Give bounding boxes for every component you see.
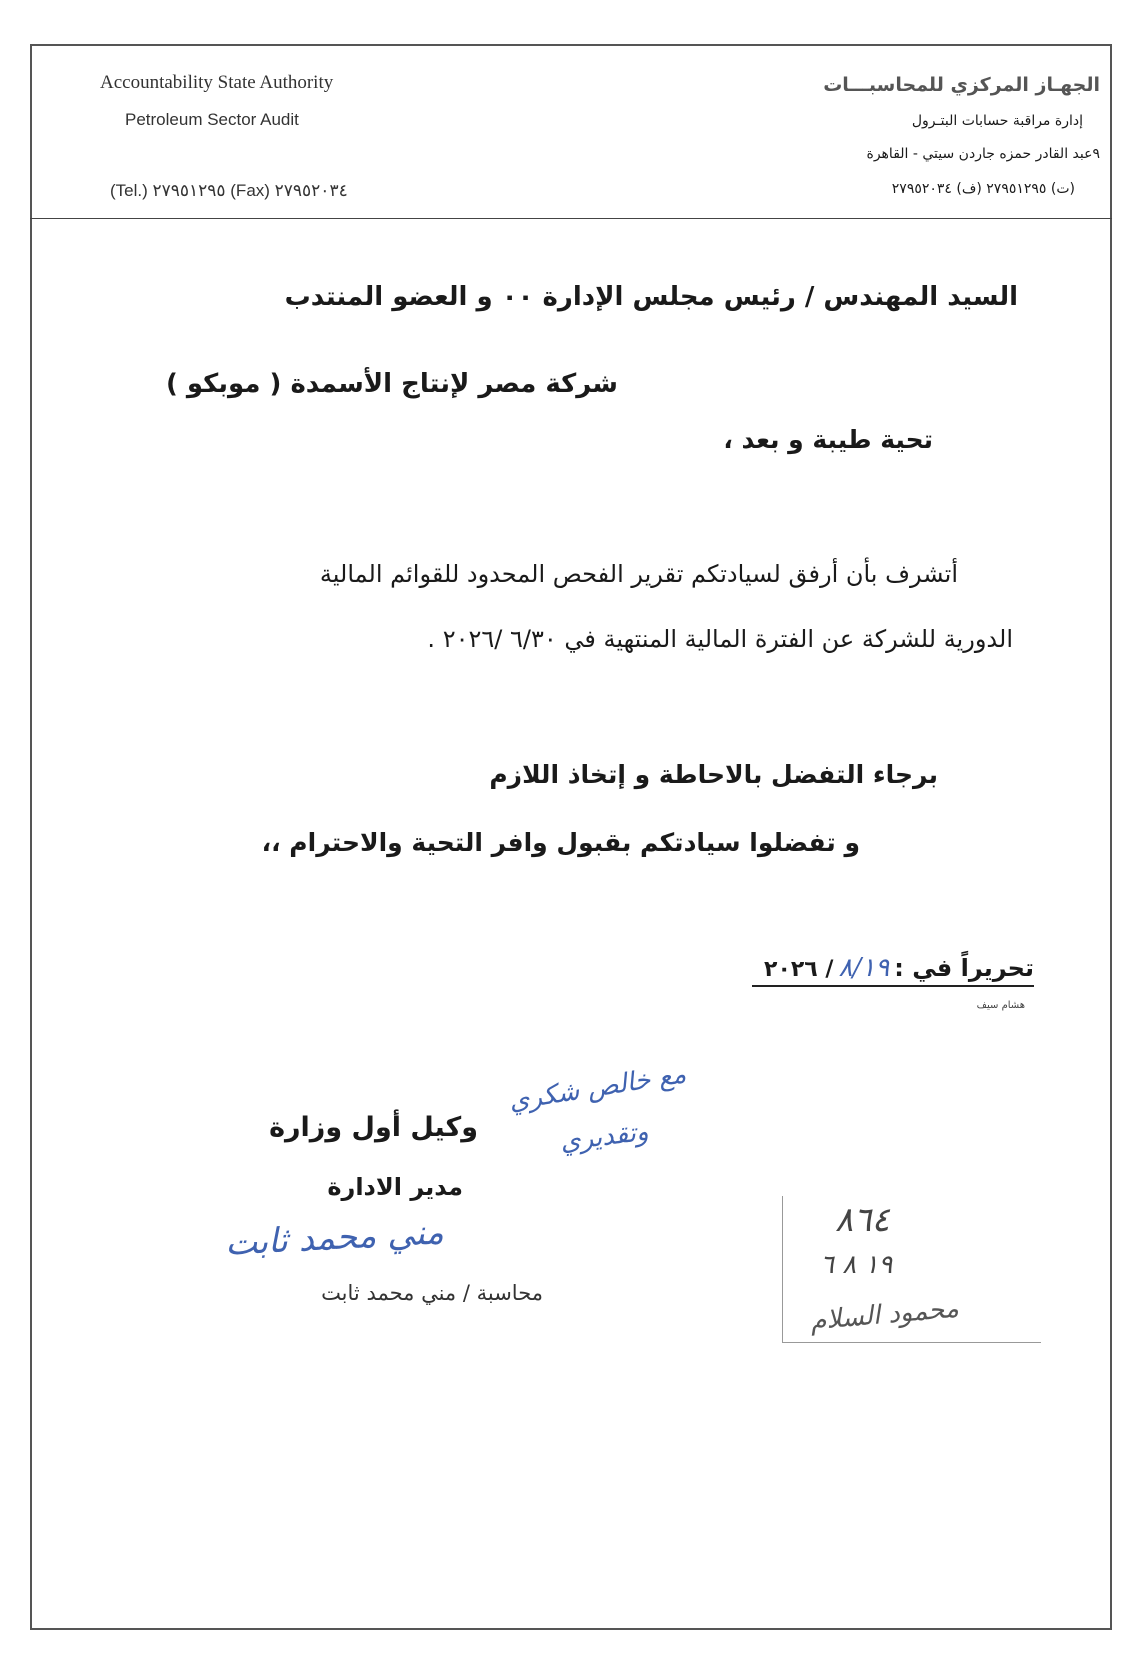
typist-initials: هشام سيف bbox=[976, 1000, 1025, 1011]
date-handwritten: ٨/١٩ bbox=[838, 953, 890, 983]
handwritten-signature: مني محمد ثابت bbox=[224, 1212, 445, 1264]
en-authority-name: Accountability State Authority bbox=[100, 72, 334, 93]
handwritten-note-line-1: مع خالص شكري bbox=[506, 1059, 689, 1117]
closing-line: و تفضلوا سيادتكم بقبول وافر التحية والاحترام ،، bbox=[261, 828, 860, 857]
addressee-line: السيد المهندس / رئيس مجلس الإدارة ٠٠ و العضو المنتدب bbox=[284, 282, 1018, 312]
header-divider bbox=[30, 218, 1112, 219]
date-line bbox=[752, 953, 1034, 987]
body-line-1: أتشرف بأن أرفق لسيادتكم تقرير الفحص المحدود للقوائم المالية bbox=[319, 560, 958, 588]
en-contact-numbers: (Tel.) ٢٧٩٥١٢٩٥ (Fax) ٢٧٩٥٢٠٣٤ bbox=[110, 181, 348, 200]
receipt-number: ٨٦٤ bbox=[835, 1200, 890, 1240]
ar-contact-numbers: (ت) ٢٧٩٥١٢٩٥ (ف) ٢٧٩٥٢٠٣٤ bbox=[891, 181, 1075, 197]
signatory-title-1: وكيل أول وزارة bbox=[269, 1112, 478, 1143]
request-line: برجاء التفضل بالاحاطة و إتخاذ اللازم bbox=[489, 760, 938, 789]
signatory-title-2: مدير الادارة bbox=[327, 1173, 463, 1201]
company-name: شركة مصر لإنتاج الأسمدة ( موبكو ) bbox=[165, 369, 618, 399]
signatory-name: محاسبة / مني محمد ثابت bbox=[321, 1281, 543, 1305]
receipt-date: ١٩ ٨ ٦ bbox=[820, 1250, 893, 1280]
date-label: تحريراً في : bbox=[894, 954, 1034, 982]
ar-address: ٩عبد القادر حمزه جاردن سيتي - القاهرة bbox=[866, 146, 1100, 162]
ar-authority-name: الجهـاز المركزي للمحاسبـــات bbox=[823, 74, 1100, 96]
handwritten-note-line-2: وتقديري bbox=[558, 1116, 651, 1158]
body-line-2: الدورية للشركة عن الفترة المالية المنتهية في ٦/٣٠ /٢٠٢٦ . bbox=[427, 625, 1013, 653]
ar-department-name: إدارة مراقبة حسابات البتـرول bbox=[911, 113, 1083, 129]
date-year: / ٢٠٢٦ bbox=[764, 957, 834, 982]
greeting: تحية طيبة و بعد ، bbox=[723, 425, 933, 454]
receipt-receiver: محمود السلام bbox=[808, 1293, 960, 1337]
en-sector-name: Petroleum Sector Audit bbox=[125, 110, 299, 129]
